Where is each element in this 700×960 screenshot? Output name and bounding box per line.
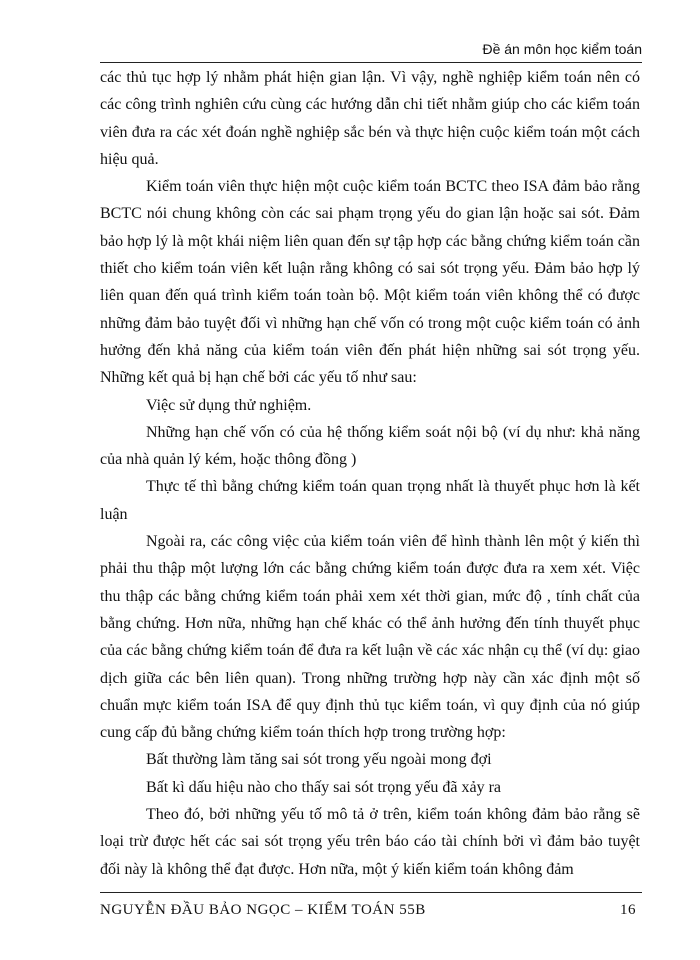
page-footer [100, 892, 642, 917]
paragraph: Ngoài ra, các công việc của kiểm toán viên để hình thành lên một ý kiến thì phải thu thập một lượng lớn các bằng chứng kiểm toán được đưa ra xem xét. Việc thu thập các bằng chứng kiểm toán phải xem xét thời gian, mức độ , tính chất của bằng chứng. Hơn nữa, những hạn chế khác có thể ảnh hưởng đến tính thuyết phục của các bằng chứng kiểm toán để đưa ra kết luận về các xác nhận cụ thể (ví dụ: giao dịch giữa các bên liên quan). Trong những trường hợp này cần xác định một số chuẩn mực kiểm toán ISA để quy định thủ tục kiểm toán, vì quy định của nó giúp cung cấp đủ bằng chứng kiểm toán thích hợp trong trường hợp: [100, 533, 640, 742]
document-body [100, 64, 640, 883]
footer-author: NGUYỄN ĐẦU BẢO NGỌC – KIỂM TOÁN 55B [100, 902, 426, 918]
page-number: 16 [620, 902, 636, 918]
header-title: Đề án môn học kiểm toán [482, 41, 642, 57]
paragraph: Kiểm toán viên thực hiện một cuộc kiểm toán BCTC theo ISA đảm bảo rằng BCTC nói chung không còn các sai phạm trọng yếu do gian lận hoặc sai sót. Đảm bảo hợp lý là một khái niệm liên quan đến sự tập hợp các bằng chứng kiểm toán cần thiết cho kiểm toán viên kết luận rằng không có sai sót trọng yếu. Đảm bảo hợp lý liên quan đến quá trình kiểm toán toàn bộ. Một kiểm toán viên không thể có được những đảm bảo tuyệt đối vì những hạn chế vốn có trong một cuộc kiểm toán có ảnh hưởng đến khả năng của kiểm toán viên đến phát hiện những sai sót trọng yếu. Những kết quả bị hạn chế bởi các yếu tố như sau: [100, 178, 640, 387]
paragraph: Thực tế thì bằng chứng kiểm toán quan trọng nhất là thuyết phục hơn là kết luận [100, 478, 640, 523]
paragraph: Những hạn chế vốn có của hệ thống kiểm soát nội bộ (ví dụ như: khả năng của nhà quản lý kém, hoặc thông đồng ) [100, 423, 640, 469]
page-header [100, 38, 642, 63]
paragraph: các thủ tục hợp lý nhằm phát hiện gian lận. Vì vậy, nghề nghiệp kiểm toán nên có các công trình nghiên cứu cùng các hướng dẫn chi tiết nhằm giúp cho các kiểm toán viên đưa ra các xét đoán nghề nghiệp sắc bén và thực hiện cuộc kiểm toán một cách hiệu quả. [100, 69, 640, 168]
paragraph: Việc sử dụng thử nghiệm. [146, 396, 312, 414]
paragraph: Bất thường làm tăng sai sót trong yếu ngoài mong đợi [146, 751, 492, 769]
paragraph: Bất kì dấu hiệu nào cho thấy sai sót trọng yếu đã xảy ra [146, 778, 502, 796]
paragraph: Theo đó, bởi những yếu tố mô tả ở trên, kiểm toán không đảm bảo rằng sẽ loại trừ được hết các sai sót trọng yếu trên báo cáo tài chính bởi vì đảm bảo tuyệt đối này là không thể đạt được. Hơn nữa, một ý kiến kiểm toán không đảm [100, 806, 640, 878]
